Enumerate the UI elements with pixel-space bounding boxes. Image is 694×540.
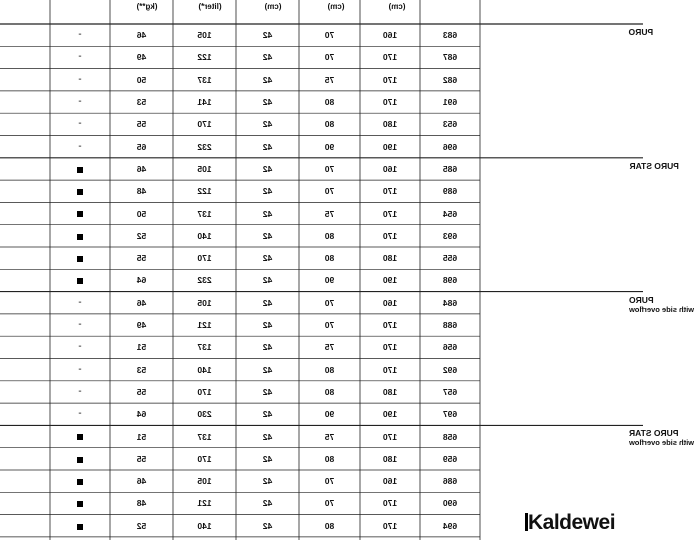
- cell-width: 80: [324, 253, 335, 264]
- model-subtitle: with side overflow: [629, 304, 694, 314]
- cell-volume: 140: [197, 364, 212, 375]
- square-mark-icon: [77, 189, 83, 195]
- filled-square-icon: [50, 497, 110, 509]
- cell-volume: 170: [197, 253, 212, 264]
- cell-weight: 55: [136, 253, 147, 264]
- cell-dash: -: [78, 96, 82, 108]
- cell-depth: 42: [262, 498, 273, 509]
- cell-volume: 232: [197, 275, 212, 286]
- square-mark-icon: [77, 501, 83, 507]
- cell-length: 180: [382, 386, 398, 397]
- cell-weight: 65: [136, 141, 147, 152]
- cell-volume: 230: [197, 409, 212, 420]
- cell-depth: 42: [262, 453, 273, 464]
- cell-weight: 48: [136, 186, 147, 197]
- cell-weight: 55: [136, 119, 147, 130]
- column-header: (cm): [264, 2, 282, 11]
- cell-code: 653: [442, 119, 458, 130]
- cell-depth: 42: [262, 163, 273, 174]
- cell-depth: 42: [262, 230, 273, 241]
- cell-dash: -: [78, 319, 82, 331]
- cell-code: 694: [442, 520, 458, 531]
- cell-width: 70: [324, 30, 335, 41]
- cell-weight: 52: [136, 520, 147, 531]
- model-title: PURO STAR: [629, 160, 679, 171]
- cell-depth: 42: [262, 386, 273, 397]
- cell-code: 654: [442, 208, 458, 219]
- filled-square-icon: [50, 208, 110, 220]
- square-mark-icon: [77, 524, 83, 530]
- cell-code: 657: [442, 386, 458, 397]
- cell-width: 75: [324, 208, 335, 219]
- cell-width: 75: [324, 342, 335, 353]
- model-name: [629, 28, 654, 37]
- cell-depth: 42: [262, 297, 273, 308]
- cell-depth: 42: [262, 409, 273, 420]
- cell-code: 689: [442, 186, 458, 197]
- cell-length: 170: [382, 520, 398, 531]
- cell-width: 70: [324, 297, 335, 308]
- cell-weight: 46: [136, 163, 147, 174]
- square-mark-icon: [77, 457, 83, 463]
- cell-volume: 170: [197, 453, 212, 464]
- cell-width: 90: [324, 409, 335, 420]
- filled-square-icon: [50, 520, 110, 532]
- cell-volume: 140: [197, 230, 212, 241]
- cell-dash: -: [78, 363, 82, 375]
- cell-volume: 121: [197, 498, 212, 509]
- column-header: (cm): [327, 2, 345, 11]
- column-header: (cm): [388, 2, 406, 11]
- cell-depth: 42: [262, 119, 273, 130]
- cell-volume: 137: [197, 208, 212, 219]
- cell-width: 80: [324, 453, 335, 464]
- cell-depth: 42: [262, 476, 273, 487]
- cell-width: 70: [324, 476, 335, 487]
- square-mark-icon: [77, 434, 83, 440]
- cell-weight: 64: [136, 275, 147, 286]
- cell-code: 696: [442, 141, 458, 152]
- cell-width: 80: [324, 520, 335, 531]
- cell-code: 690: [442, 498, 458, 509]
- cell-dash: -: [78, 385, 82, 397]
- filled-square-icon: [50, 453, 110, 465]
- cell-width: 80: [324, 364, 335, 375]
- cell-weight: 53: [136, 97, 147, 108]
- cell-length: 170: [382, 431, 398, 442]
- cell-length: 160: [382, 297, 398, 308]
- cell-volume: 121: [197, 320, 212, 331]
- filled-square-icon: [50, 230, 110, 242]
- cell-depth: 42: [262, 141, 273, 152]
- square-mark-icon: [77, 256, 83, 262]
- model-title: PURO: [629, 27, 654, 37]
- cell-depth: 42: [262, 97, 273, 108]
- cell-length: 170: [382, 186, 398, 197]
- cell-width: 80: [324, 97, 335, 108]
- cell-length: 170: [382, 97, 398, 108]
- cell-dash: -: [78, 118, 82, 130]
- cell-width: 75: [324, 431, 335, 442]
- cell-code: 691: [442, 97, 458, 108]
- cell-code: 687: [442, 52, 458, 63]
- cell-dash: -: [78, 29, 82, 41]
- filled-square-icon: [50, 274, 110, 286]
- cell-depth: 42: [262, 253, 273, 264]
- cell-dash: -: [78, 73, 82, 85]
- cell-length: 190: [382, 275, 398, 286]
- cell-weight: 53: [136, 364, 147, 375]
- cell-length: 170: [382, 208, 398, 219]
- cell-depth: 42: [262, 431, 273, 442]
- cell-length: 190: [382, 141, 398, 152]
- square-mark-icon: [77, 479, 83, 485]
- cell-weight: 55: [136, 453, 147, 464]
- cell-code: 683: [442, 30, 458, 41]
- square-mark-icon: [77, 278, 83, 284]
- cell-volume: 122: [197, 52, 212, 63]
- cell-volume: 137: [197, 431, 212, 442]
- cell-weight: 46: [136, 30, 147, 41]
- cell-code: 685: [442, 163, 458, 174]
- cell-width: 90: [324, 275, 335, 286]
- column-header: (kg**): [136, 2, 158, 11]
- cell-code: 659: [442, 453, 458, 464]
- cell-code: 688: [442, 320, 458, 331]
- cell-length: 170: [382, 320, 398, 331]
- cell-volume: 170: [197, 386, 212, 397]
- cell-width: 80: [324, 230, 335, 241]
- cell-length: 160: [382, 163, 398, 174]
- cell-weight: 51: [136, 342, 147, 353]
- model-subtitle: with side overflow: [629, 438, 694, 448]
- square-mark-icon: [77, 234, 83, 240]
- cell-code: 686: [442, 476, 458, 487]
- cell-dash: -: [78, 140, 82, 152]
- model-title: PURO: [629, 294, 654, 305]
- cell-volume: 137: [197, 74, 212, 85]
- cell-depth: 42: [262, 208, 273, 219]
- cell-volume: 170: [197, 119, 212, 130]
- cell-weight: 46: [136, 297, 147, 308]
- cell-length: 170: [382, 498, 398, 509]
- cell-depth: 42: [262, 30, 273, 41]
- cell-dash: -: [78, 296, 82, 308]
- cell-weight: 50: [136, 74, 147, 85]
- cell-code: 684: [442, 297, 458, 308]
- cell-code: 682: [442, 74, 458, 85]
- cell-depth: 42: [262, 52, 273, 63]
- cell-width: 80: [324, 119, 335, 130]
- cell-length: 170: [382, 230, 398, 241]
- cell-code: 658: [442, 431, 458, 442]
- cell-length: 170: [382, 52, 398, 63]
- brand-logo: Kaldewei: [528, 509, 638, 537]
- cell-volume: 105: [197, 297, 212, 308]
- cell-length: 170: [382, 74, 398, 85]
- cell-length: 180: [382, 253, 398, 264]
- cell-depth: 42: [262, 74, 273, 85]
- model-title: PURO STAR: [629, 428, 679, 439]
- cell-length: 160: [382, 30, 398, 41]
- cell-depth: 42: [262, 275, 273, 286]
- cell-code: 698: [442, 275, 458, 286]
- cell-weight: 50: [136, 208, 147, 219]
- cell-width: 80: [324, 386, 335, 397]
- cell-weight: 48: [136, 498, 147, 509]
- cell-volume: 137: [197, 342, 212, 353]
- cell-volume: 122: [197, 186, 212, 197]
- filled-square-icon: [50, 185, 110, 197]
- filled-square-icon: [50, 163, 110, 175]
- cell-depth: 42: [262, 364, 273, 375]
- cell-dash: -: [78, 341, 82, 353]
- cell-code: 693: [442, 230, 458, 241]
- model-name: [629, 296, 694, 314]
- cell-width: 70: [324, 163, 335, 174]
- cell-weight: 55: [136, 386, 147, 397]
- cell-code: 655: [442, 253, 458, 264]
- cell-width: 70: [324, 52, 335, 63]
- cell-weight: 49: [136, 320, 147, 331]
- cell-width: 70: [324, 186, 335, 197]
- cell-weight: 49: [136, 52, 147, 63]
- cell-dash: -: [78, 51, 82, 63]
- cell-code: 692: [442, 364, 458, 375]
- cell-dash: -: [78, 408, 82, 420]
- model-name: [629, 429, 694, 447]
- filled-square-icon: [50, 431, 110, 443]
- cell-weight: 64: [136, 409, 147, 420]
- cell-length: 190: [382, 409, 398, 420]
- cell-volume: 232: [197, 141, 212, 152]
- cell-weight: 52: [136, 230, 147, 241]
- cell-width: 70: [324, 320, 335, 331]
- cell-volume: 140: [197, 520, 212, 531]
- cell-length: 160: [382, 476, 398, 487]
- cell-volume: 105: [197, 30, 212, 41]
- cell-length: 180: [382, 453, 398, 464]
- cell-code: 697: [442, 409, 458, 420]
- cell-depth: 42: [262, 342, 273, 353]
- cell-length: 180: [382, 119, 398, 130]
- cell-width: 70: [324, 498, 335, 509]
- cell-volume: 141: [197, 97, 212, 108]
- cell-length: 170: [382, 342, 398, 353]
- cell-depth: 42: [262, 186, 273, 197]
- cell-weight: 51: [136, 431, 147, 442]
- square-mark-icon: [77, 211, 83, 217]
- cell-volume: 105: [197, 476, 212, 487]
- cell-volume: 105: [197, 163, 212, 174]
- column-header: (liter*): [198, 2, 222, 11]
- cell-width: 75: [324, 74, 335, 85]
- cell-depth: 42: [262, 520, 273, 531]
- cell-width: 90: [324, 141, 335, 152]
- cell-depth: 42: [262, 320, 273, 331]
- model-name: [629, 162, 678, 171]
- filled-square-icon: [50, 252, 110, 264]
- cell-weight: 46: [136, 476, 147, 487]
- cell-length: 170: [382, 364, 398, 375]
- filled-square-icon: [50, 475, 110, 487]
- square-mark-icon: [77, 167, 83, 173]
- cell-code: 656: [442, 342, 458, 353]
